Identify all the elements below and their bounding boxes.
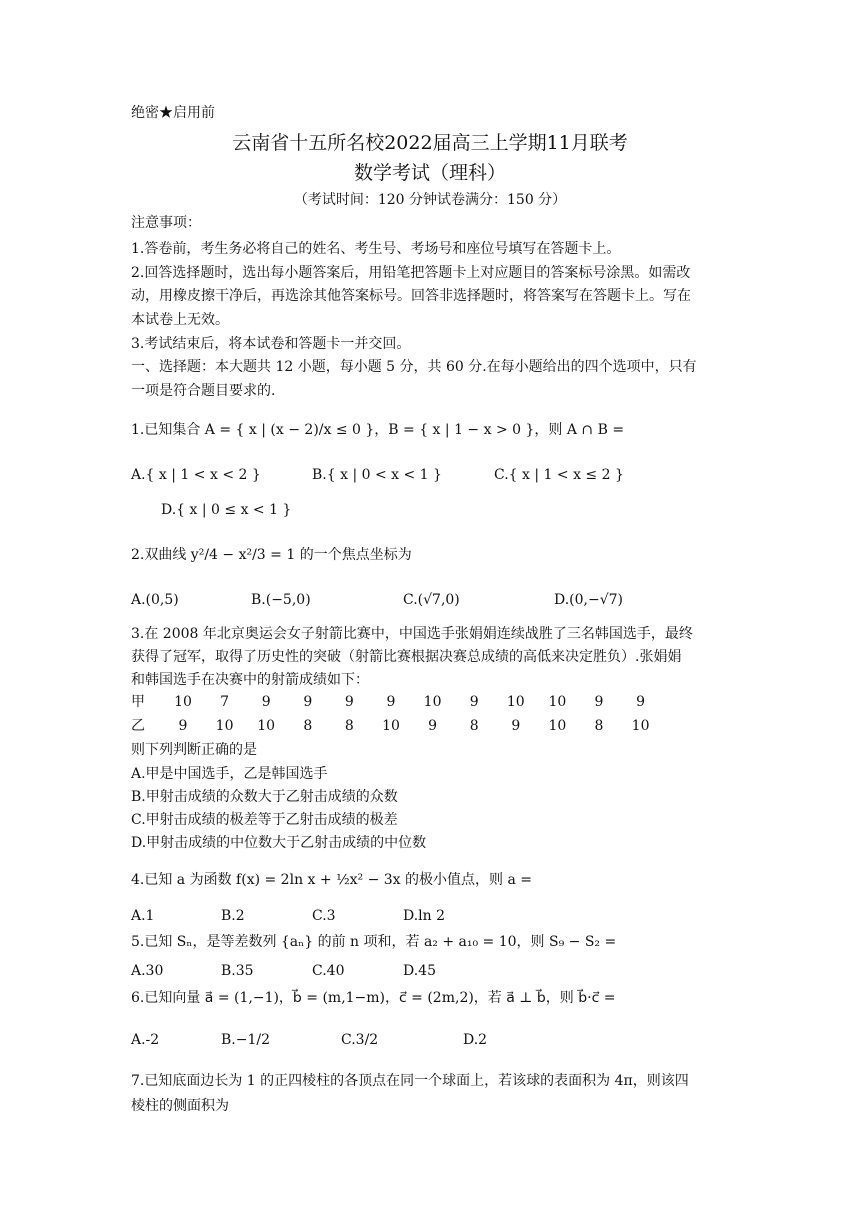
score-cell: 8 [303,718,313,734]
score-cell: 10 [631,718,650,734]
q5-stem: 5.已知 Sₙ，是等差数列 {aₙ} 的前 n 项和，若 a₂ + a₁₀ = 10，则 S₉ − S₂ = [131,934,617,950]
q2-option-c: C.(√7,0) [403,592,460,608]
q6-option-a: A.-2 [131,1032,160,1048]
q1-option-b: B.{ x | 0 < x < 1 } [312,467,442,483]
q6-stem: 6.已知向量 a⃗ = (1,−1)，b⃗ = (m,1−m)，c⃗ = (2m,2)，若 a⃗ ⊥ b⃗，则 b⃗·c⃗ = [131,990,616,1006]
q3-option-a: A.甲是中国选手，乙是韩国选手 [131,766,328,782]
score-cell: 8 [594,718,604,734]
score-cell: 9 [636,694,646,710]
score-cell: 9 [178,718,188,734]
notes-heading: 注意事项： [131,215,201,231]
score-cell: 10 [382,718,400,734]
note-3: 3.考试结束后，将本试卷和答题卡一并交回。 [131,336,411,352]
q5-option-b: B.35 [221,963,254,979]
score-cell: 9 [428,718,438,734]
q4-stem: 4.已知 a 为函数 f(x) = 2ln x + ½x² − 3x 的极小值点，则 a = [131,872,533,888]
q2-stem: 2.双曲线 y²/4 − x²/3 = 1 的一个焦点坐标为 [131,547,412,563]
score-cell: 8 [344,718,354,734]
q1-stem: 1.已知集合 A = { x | (x − 2)/x ≤ 0 }，B = { x | 1 − x > 0 }，则 A ∩ B = [131,422,625,438]
score-cell: 10 [174,694,192,710]
page-subtitle: 数学考试（理科） [353,162,506,184]
q3-question: 则下列判断正确的是 [131,742,257,758]
q5-option-d: D.45 [403,963,436,979]
score-cell: 9 [303,694,313,710]
score-cell: 9 [469,694,479,710]
q3-option-d: D.甲射击成绩的中位数大于乙射击成绩的中位数 [131,835,427,851]
score-cell: 9 [261,694,271,710]
q7-line-1: 7.已知底面边长为 1 的正四棱柱的各顶点在同一个球面上，若该球的表面积为 4π，则该四 [131,1073,689,1089]
q3-line-1: 3.在 2008 年北京奥运会女子射箭比赛中，中国选手张娟娟连续战胜了三名韩国选手，最终 [131,626,693,642]
score-cell: 7 [220,694,230,710]
q6-option-d: D.2 [463,1032,488,1048]
note-1: 1.答卷前，考生务必将自己的姓名、考生号、考场号和座位号填写在答题卡上。 [131,241,621,257]
q2-option-b: B.(−5,0) [251,592,311,608]
q3-line-2: 获得了冠军，取得了历史性的突破（射箭比赛根据决赛总成绩的高低来决定胜负）.张娟娟 [131,649,682,665]
q4-option-b: B.2 [221,908,245,924]
q3-line-3: 和韩国选手在决赛中的射箭成绩如下： [131,672,369,688]
note-2-line-3: 本试卷上无效。 [131,312,229,328]
score-row-jia-label: 甲 [131,694,145,710]
exam-info: （考试时间：120 分钟试卷满分：150 分） [293,192,567,208]
q5-option-c: C.40 [312,963,345,979]
score-row-yi-label: 乙 [131,718,145,734]
section-intro-line-1: 一、选择题：本大题共 12 小题，每小题 5 分，共 60 分.在每小题给出的四个选项中，只有 [131,359,697,375]
q4-option-c: C.3 [312,908,336,924]
q1-option-c: C.{ x | 1 < x ≤ 2 } [494,467,624,483]
score-cell: 9 [344,694,354,710]
note-2-line-2: 动，用橡皮擦干净后，再选涂其他答案标号。回答非选择题时，将答案写在答题卡上。写在 [131,288,691,304]
q1-option-d: D.{ x | 0 ≤ x < 1 } [161,502,292,518]
score-cell: 10 [423,694,442,710]
q2-option-a: A.(0,5) [131,592,179,608]
score-cell: 10 [548,718,567,734]
score-cell: 9 [386,694,396,710]
score-cell: 10 [257,718,276,734]
score-cell: 9 [594,694,604,710]
section-intro-line-2: 一项是符合题目要求的. [131,383,276,399]
q2-option-d: D.(0,−√7) [554,592,624,608]
q3-option-c: C.甲射击成绩的极差等于乙射击成绩的极差 [131,812,398,828]
score-cell: 10 [215,718,234,734]
q4-option-d: D.ln 2 [403,908,446,924]
q6-option-c: C.3/2 [341,1032,379,1048]
q3-option-b: B.甲射击成绩的众数大于乙射击成绩的众数 [131,789,398,805]
note-2-line-1: 2.回答选择题时，选出每小题答案后，用铅笔把答题卡上对应题目的答案标号涂黑。如需改 [131,265,691,281]
q4-option-a: A.1 [131,908,155,924]
q7-line-2: 棱柱的侧面积为 [131,1098,229,1114]
score-cell: 10 [506,694,525,710]
score-cell: 10 [548,694,567,710]
q1-option-a: A.{ x | 1 < x < 2 } [131,467,261,483]
score-cell: 9 [511,718,521,734]
secret-label: 绝密★启用前 [131,105,215,121]
score-cell: 8 [469,718,479,734]
page-title: 云南省十五所名校2022届高三上学期11月联考 [232,132,628,154]
q6-option-b: B.−1/2 [221,1032,270,1048]
q5-option-a: A.30 [131,963,164,979]
